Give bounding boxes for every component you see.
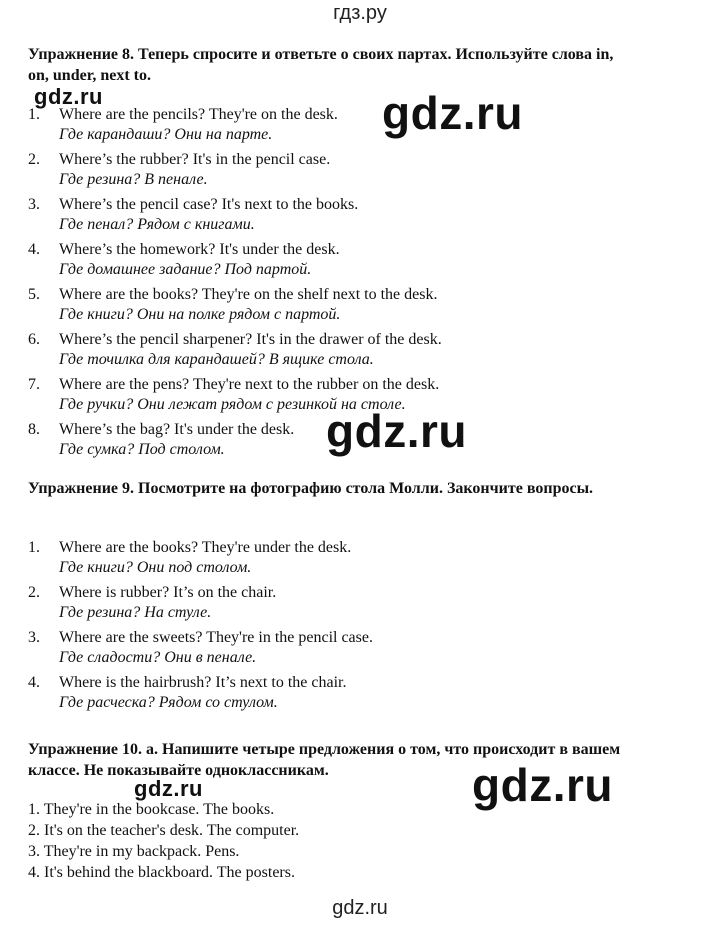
site-header: гдз.ру <box>333 2 387 24</box>
item-russian: Где карандаши? Они на парте. <box>59 126 273 143</box>
item-english: Where is the hairbrush? It’s next to the chair. <box>59 674 347 691</box>
item-russian: Где точилка для карандашей? В ящике стола. <box>59 351 374 368</box>
item-russian: Где домашнее задание? Под партой. <box>59 261 312 278</box>
item-english: Where’s the rubber? It's in the pencil case. <box>59 151 331 168</box>
item-russian: Где книги? Они под столом. <box>59 559 252 576</box>
item-english: Where are the books? They're on the shelf next to the desk. <box>59 286 438 303</box>
item-english: Where’s the homework? It's under the desk. <box>59 241 340 258</box>
item-russian: Где сладости? Они в пенале. <box>59 649 257 666</box>
exercise-9-title: Упражнение 9. Посмотрите на фотографию стола Молли. Закончите вопросы. <box>28 480 594 497</box>
item-number: 2. <box>28 584 40 601</box>
item-english: Where’s the bag? It's under the desk. <box>59 421 295 438</box>
exercise-10-title: Упражнение 10. а. Напишите четыре предложения о том, что происходит в вашем классе. Не показывайте одноклассникам. <box>28 741 621 779</box>
item-english: Where are the books? They're under the desk. <box>59 539 352 556</box>
item-number: 8. <box>28 421 40 438</box>
item-english: Where are the sweets? They're in the pencil case. <box>59 629 373 646</box>
item-number: 4. <box>28 674 40 691</box>
watermark-large: gdz.ru <box>382 87 523 139</box>
list-item: 3. They're in my backpack. Pens. <box>28 843 240 860</box>
item-number: 2. <box>28 151 40 168</box>
watermark-large: gdz.ru <box>472 759 613 811</box>
item-russian: Где расческа? Рядом со стулом. <box>59 694 278 711</box>
item-russian: Где резина? В пенале. <box>59 171 208 188</box>
list-item: 4. It's behind the blackboard. The posters. <box>28 864 295 881</box>
exercise-8-title: Упражнение 8. Теперь спросите и ответьте о своих партах. Используйте слова in, on, under, next to. <box>28 46 614 84</box>
item-number: 1. <box>28 539 40 556</box>
item-russian: Где книги? Они на полке рядом с партой. <box>59 306 341 323</box>
watermark-large: gdz.ru <box>326 405 467 457</box>
item-number: 3. <box>28 196 40 213</box>
item-english: Where’s the pencil sharpener? It's in the drawer of the desk. <box>59 331 442 348</box>
item-number: 1. <box>28 106 40 123</box>
item-english: Where is rubber? It’s on the chair. <box>59 584 277 601</box>
watermark-small: gdz.ru <box>134 776 203 801</box>
item-number: 7. <box>28 376 40 393</box>
item-russian: Где ручки? Они лежат рядом с резинкой на столе. <box>59 396 406 413</box>
list-item: 2. It's on the teacher's desk. The computer. <box>28 822 300 839</box>
item-russian: Где пенал? Рядом с книгами. <box>59 216 255 233</box>
item-english: Where are the pens? They're next to the rubber on the desk. <box>59 376 440 393</box>
site-footer: gdz.ru <box>332 897 388 919</box>
item-number: 3. <box>28 629 40 646</box>
item-number: 4. <box>28 241 40 258</box>
item-number: 6. <box>28 331 40 348</box>
item-number: 5. <box>28 286 40 303</box>
item-russian: Где сумка? Под столом. <box>59 441 225 458</box>
exercise-10-list <box>28 801 299 885</box>
item-english: Where are the pencils? They're on the desk. <box>59 106 338 123</box>
watermark-small: gdz.ru <box>34 84 103 109</box>
item-russian: Где резина? На стуле. <box>59 604 212 621</box>
item-english: Where’s the pencil case? It's next to the books. <box>59 196 359 213</box>
list-item: 1. They're in the bookcase. The books. <box>28 801 275 818</box>
